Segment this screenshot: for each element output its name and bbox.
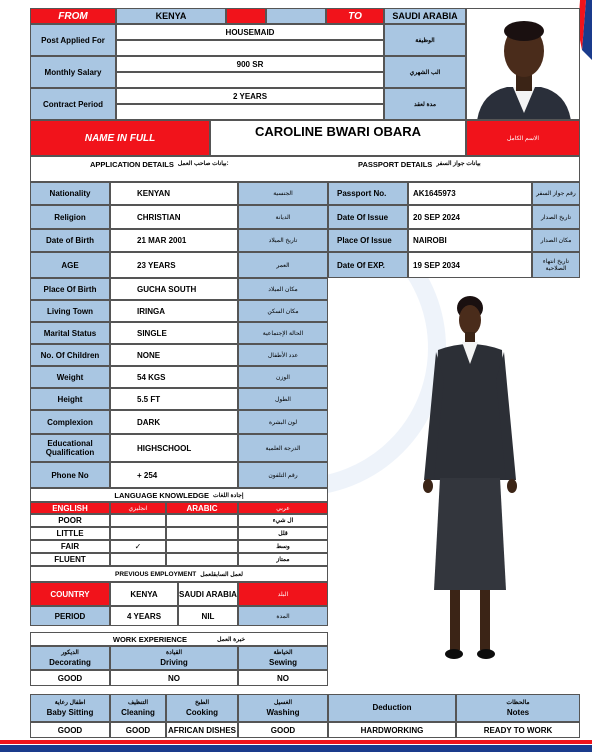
detail-value: CHRISTIAN [110,205,238,229]
detail-ar: الدرجة العلمية [238,434,328,462]
detail-value: DARK [110,410,238,434]
detail-ar: مكان الميلاد [238,278,328,300]
country-value-1: KENYA [110,582,178,606]
salary-ar: الب الشهري [384,56,466,88]
detail-label: Religion [30,205,110,229]
experience-header-en: Sewing [268,658,297,667]
detail-ar: العمر [238,252,328,278]
experience-title [30,632,328,646]
headshot-portrait [467,9,580,120]
experience-header-en: Cleaning [121,708,155,717]
detail-ar: الوزن [238,366,328,388]
language-level-ar: ال شيء [238,514,328,527]
experience-header-ar: التنظيف [127,700,149,706]
detail-value: GUCHA SOUTH [110,278,238,300]
experience-value: AFRICAN DISHES [166,722,238,738]
experience-header [166,694,238,722]
passport-value: 19 SEP 2034 [408,252,532,278]
detail-ar: تاريخ الميلاد [238,229,328,252]
experience-header-ar: اطفال رعاية [54,700,86,706]
detail-ar: مكان السكن [238,300,328,322]
period-row-label: PERIOD [30,606,110,626]
language-arabic-mark [166,527,238,540]
experience-header-ar: الطبخ [194,700,210,706]
experience-header-en: Cooking [186,708,218,717]
detail-label: Date of Birth [30,229,110,252]
experience-header-en: Deduction [372,703,412,712]
detail-value: NONE [110,344,238,366]
passport-ar: تاريخ الصدار [532,205,580,229]
detail-ar: الجنسية [238,182,328,205]
experience-header-en: Baby Sitting [46,708,94,717]
detail-value: SINGLE [110,322,238,344]
detail-label: Educational Qualification [30,434,110,462]
full-body-figure [400,290,540,680]
passport-ar: رقم جواز السفر [532,182,580,205]
salary-value: 900 SR [116,56,384,72]
detail-value: + 254 [110,462,238,488]
experience-header [110,694,166,722]
language-arabic-mark [166,553,238,566]
from-value: KENYA [116,8,226,24]
salary-label: Monthly Salary [30,56,116,88]
detail-value: 21 MAR 2001 [110,229,238,252]
language-title [30,488,328,502]
experience-header-ar: الخياطة [273,650,293,656]
passport-details-ar: بيانات جواز السفر [436,161,481,167]
language-title-en: LANGUAGE KNOWLEDGE [114,490,210,500]
language-english-mark [110,514,166,527]
passport-details-en: PASSPORT DETAILS [358,160,433,169]
experience-value: READY TO WORK [456,722,580,738]
name-ar: الاسم الكامل [466,120,580,156]
experience-title-en: WORK EXPERIENCE [112,634,188,644]
to-value: SAUDI ARABIA [384,8,466,24]
detail-ar: الحالة الإجتماعية [238,322,328,344]
detail-ar: لون البشرة [238,410,328,434]
detail-label: Weight [30,366,110,388]
passport-label: Date Of Issue [328,205,408,229]
passport-value: 20 SEP 2024 [408,205,532,229]
detail-value: 5.5 FT [110,388,238,410]
country-ar: البلد [238,582,328,606]
experience-title-ar: خبرة العمل [217,636,246,643]
detail-label: Living Town [30,300,110,322]
period-label: Contract Period [30,88,116,120]
detail-value: KENYAN [110,182,238,205]
passport-ar: مكان الصدار [532,229,580,252]
experience-header [30,694,110,722]
country-value-2: SAUDI ARABIA [178,582,238,606]
detail-ar: رقم التلفون [238,462,328,488]
language-level-label: FLUENT [30,553,110,566]
period-row-ar: المدة [238,606,328,626]
experience-header [30,646,110,670]
experience-header [328,694,456,722]
detail-label: Height [30,388,110,410]
detail-ar: الطول [238,388,328,410]
passport-ar: تاريخ انتهاء الصلاحية [532,252,580,278]
salary-blank [116,72,384,88]
name-label: NAME IN FULL [30,120,210,156]
header-blue-block [266,8,326,24]
detail-label: AGE [30,252,110,278]
period-blank [116,104,384,120]
post-blank [116,40,384,56]
passport-label: Passport No. [328,182,408,205]
passport-label: Date Of EXP. [328,252,408,278]
language-english-mark [110,527,166,540]
detail-label: Place Of Birth [30,278,110,300]
period-ar: مدة لعقد [384,88,466,120]
from-label: FROM [30,8,116,24]
passport-details-title [358,160,481,169]
experience-header-ar: القيادة [166,650,182,656]
english-header: ENGLISH [30,502,110,514]
application-details-ar: بيانات صاحب العمل: [177,161,229,167]
experience-header-en: Notes [506,708,530,717]
experience-header-en: Driving [160,658,188,667]
passport-value: AK1645973 [408,182,532,205]
bottom-red-line [0,740,592,744]
experience-header [238,694,328,722]
country-label: COUNTRY [30,582,110,606]
employment-title-en: PREVIOUS EMPLOYMENT [115,570,197,578]
experience-value: GOOD [110,722,166,738]
language-level-label: LITTLE [30,527,110,540]
period-value-1: 4 YEARS [110,606,178,626]
full-body-photo [400,290,540,680]
experience-header-ar: الديكور [61,650,79,656]
detail-value: 23 YEARS [110,252,238,278]
experience-value: GOOD [238,722,328,738]
detail-ar: الديانة [238,205,328,229]
passport-value: NAIROBI [408,229,532,252]
english-header-ar: انجليزي [110,502,166,514]
language-level-label: FAIR [30,540,110,553]
employment-title-ar: لعمل السابقلعمل [200,571,243,578]
language-level-label: POOR [30,514,110,527]
detail-label: No. Of Children [30,344,110,366]
bottom-navy-line [0,745,592,752]
experience-value: GOOD [30,670,110,686]
experience-value: HARDWORKING [328,722,456,738]
detail-value: HIGHSCHOOL [110,434,238,462]
language-english-mark: ✓ [110,540,166,553]
language-level-ar: ممتاز [238,553,328,566]
experience-header [238,646,328,670]
name-value: CAROLINE BWARI OBARA [210,120,466,156]
post-label: Post Applied For [30,24,116,56]
experience-value: GOOD [30,722,110,738]
detail-label: Complexion [30,410,110,434]
period-value: 2 YEARS [116,88,384,104]
detail-label: Phone No [30,462,110,488]
detail-value: IRINGA [110,300,238,322]
language-arabic-mark [166,514,238,527]
experience-header-ar: الغسيل [273,700,293,706]
language-level-ar: قلل [238,527,328,540]
detail-label: Marital Status [30,322,110,344]
experience-header-en: Decorating [49,658,91,667]
experience-header [456,694,580,722]
experience-value: NO [238,670,328,686]
arabic-header-ar: عربي [238,502,328,514]
application-details-title [90,160,229,169]
post-ar: الوظيفة [384,24,466,56]
employment-title [30,566,328,582]
arabic-header: ARABIC [166,502,238,514]
detail-label: Nationality [30,182,110,205]
language-title-ar: إجادة اللغات [213,492,244,499]
experience-header-ar: مالحظات [506,700,530,706]
experience-header [110,646,238,670]
language-english-mark [110,553,166,566]
header-red-block [226,8,266,24]
language-level-ar: وسط [238,540,328,553]
headshot-photo [466,8,580,120]
application-details-en: APPLICATION DETAILS [90,160,174,169]
post-value: HOUSEMAID [116,24,384,40]
passport-label: Place Of Issue [328,229,408,252]
period-value-2: NIL [178,606,238,626]
detail-ar: عدد الأطفال [238,344,328,366]
experience-value: NO [110,670,238,686]
language-arabic-mark [166,540,238,553]
to-label: TO [326,8,384,24]
detail-value: 54 KGS [110,366,238,388]
experience-header-en: Washing [266,708,300,717]
